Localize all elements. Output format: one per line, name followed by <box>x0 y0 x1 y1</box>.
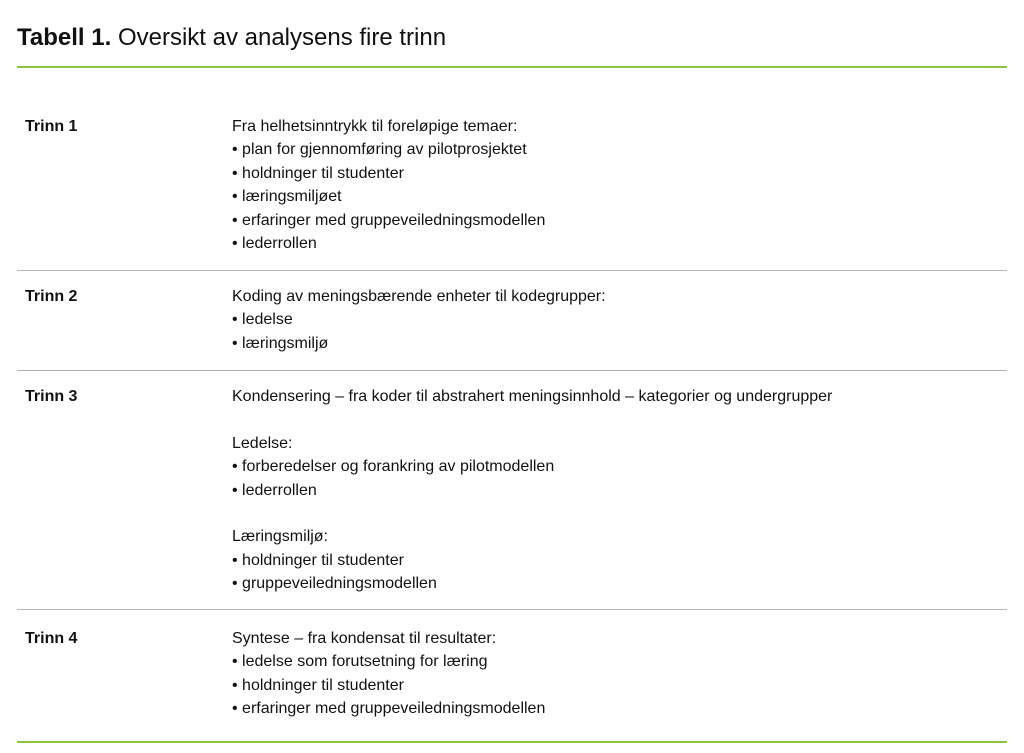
step-label: Trinn 2 <box>25 288 78 305</box>
step-heading: Syntese – fra kondensat til resultater: <box>232 630 497 647</box>
list-item: • gruppeveiledningsmodellen <box>232 572 832 595</box>
group-heading: Læringsmiljø: <box>232 528 329 546</box>
table-title-text: Oversikt av analysens fire trinn <box>117 24 447 51</box>
step-heading: Koding av meningsbærende enheter til kodegrupper: <box>232 288 606 305</box>
step-content <box>232 627 545 721</box>
step-content <box>232 385 832 596</box>
list-item: • lederrollen <box>232 479 832 502</box>
list-item: • holdninger til studenter <box>232 674 545 697</box>
list-item: • erfaringer med gruppeveiledningsmodellen <box>232 209 545 232</box>
row-divider <box>17 609 1007 610</box>
top-rule <box>17 66 1007 68</box>
step-content <box>232 115 545 255</box>
list-item: • læringsmiljøet <box>232 185 545 208</box>
table-row-trinn-4 <box>17 627 1007 727</box>
spacer <box>232 502 832 525</box>
table-row-trinn-3 <box>17 385 1007 600</box>
step-content <box>232 285 606 355</box>
group-heading: Ledelse: <box>232 434 293 452</box>
spacer <box>232 408 832 431</box>
row-divider <box>17 370 1007 371</box>
list-item: • plan for gjennomføring av pilotprosjektet <box>232 138 545 161</box>
list-item: • lederrollen <box>232 232 545 255</box>
table-row-trinn-2 <box>17 285 1007 360</box>
list-item: • forberedelser og forankring av pilotmodellen <box>232 455 832 478</box>
step-label: Trinn 3 <box>25 388 78 405</box>
step-heading: Fra helhetsinntrykk til foreløpige temaer: <box>232 118 518 135</box>
step-label: Trinn 1 <box>25 118 78 135</box>
list-item: • erfaringer med gruppeveiledningsmodellen <box>232 697 545 720</box>
list-item: • holdninger til studenter <box>232 162 545 185</box>
table-title <box>17 22 446 54</box>
row-divider <box>17 270 1007 271</box>
list-item: • ledelse som forutsetning for læring <box>232 650 545 673</box>
step-heading: Kondensering – fra koder til abstrahert meningsinnhold – kategorier og undergrupper <box>232 388 833 405</box>
table-row-trinn-1 <box>17 115 1007 265</box>
list-item: • læringsmiljø <box>232 332 606 355</box>
list-item: • ledelse <box>232 308 606 331</box>
list-item: • holdninger til studenter <box>232 549 832 572</box>
step-label: Trinn 4 <box>25 630 78 647</box>
table-label: Tabell 1. <box>17 24 112 51</box>
bottom-rule <box>17 741 1007 743</box>
